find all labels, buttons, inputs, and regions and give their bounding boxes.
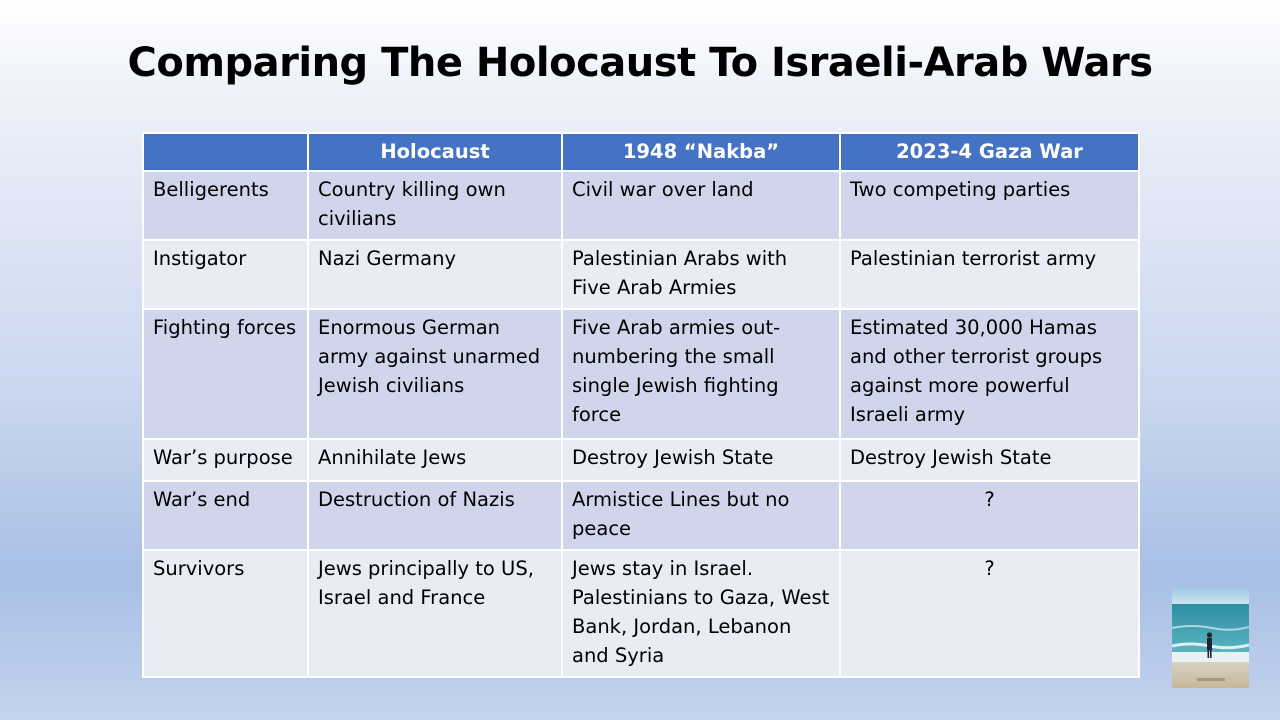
comparison-table (142, 132, 1140, 678)
row-label: War’s purpose (143, 439, 308, 481)
row-label: Survivors (143, 550, 308, 677)
table-row (143, 550, 1139, 677)
row-label: Belligerents (143, 171, 308, 240)
table-cell: Palestinian terrorist army (840, 240, 1139, 309)
table-cell: Armistice Lines but no peace (562, 481, 840, 550)
table-cell: Annihilate Jews (308, 439, 562, 481)
table-cell: ? (840, 550, 1139, 677)
table-row (143, 171, 1139, 240)
row-label: Instigator (143, 240, 308, 309)
table-header-row (143, 133, 1139, 171)
table-cell: Destruction of Nazis (308, 481, 562, 550)
table-cell: Palestinian Arabs with Five Arab Armies (562, 240, 840, 309)
table-cell: Estimated 30,000 Hamas and other terrorist groups against more powerful Israeli army (840, 309, 1139, 439)
beach-photo-icon (1172, 588, 1249, 688)
table-cell: Destroy Jewish State (562, 439, 840, 481)
table-row (143, 309, 1139, 439)
table-cell: ? (840, 481, 1139, 550)
table-cell: Nazi Germany (308, 240, 562, 309)
table-cell: Jews stay in Israel. Palestinians to Gaza, West Bank, Jordan, Lebanon and Syria (562, 550, 840, 677)
header-cell-empty (143, 133, 308, 171)
table-cell: Civil war over land (562, 171, 840, 240)
row-label: Fighting forces (143, 309, 308, 439)
header-cell-nakba: 1948 “Nakba” (562, 133, 840, 171)
header-cell-gaza-war: 2023-4 Gaza War (840, 133, 1139, 171)
slide-title: Comparing The Holocaust To Israeli-Arab Wars (127, 40, 1153, 86)
table-row (143, 481, 1139, 550)
table-cell: Enormous German army against unarmed Jewish civilians (308, 309, 562, 439)
table-cell: Five Arab armies out-numbering the small single Jewish fighting force (562, 309, 840, 439)
header-cell-holocaust: Holocaust (308, 133, 562, 171)
row-label: War’s end (143, 481, 308, 550)
table-cell: Destroy Jewish State (840, 439, 1139, 481)
table-cell: Country killing own civilians (308, 171, 562, 240)
table-row (143, 439, 1139, 481)
table-cell: Two competing parties (840, 171, 1139, 240)
table-row (143, 240, 1139, 309)
table-cell: Jews principally to US, Israel and France (308, 550, 562, 677)
